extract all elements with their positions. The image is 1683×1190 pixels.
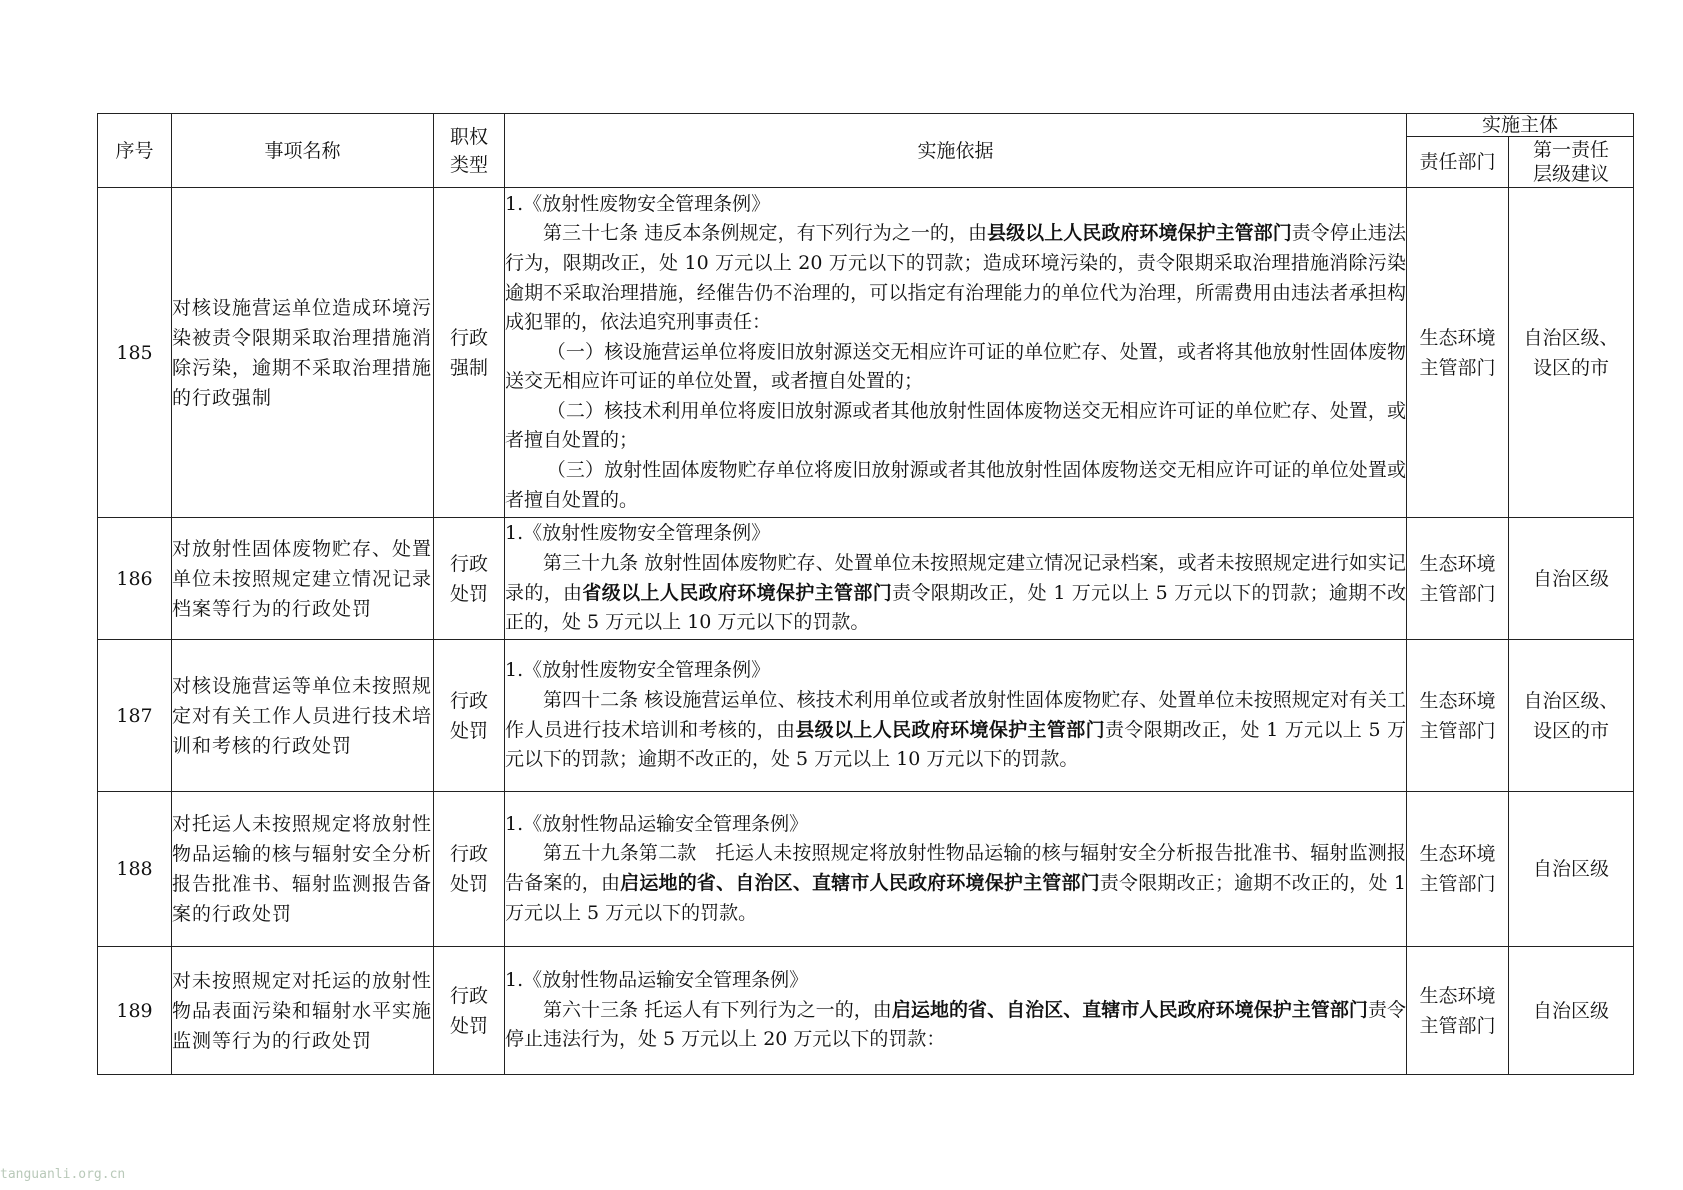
- basis-item: （三）放射性固体废物贮存单位将废旧放射源或者其他放射性固体废物送交无相应许可证的单位处置或者擅自处置的。: [505, 459, 1406, 511]
- row-level: 自治区级: [1509, 518, 1634, 640]
- row-no: 188: [98, 792, 172, 947]
- row-type: [434, 188, 505, 518]
- row-name: 对核设施营运等单位未按照规定对有关工作人员进行技术培训和考核的行政处罚: [172, 640, 434, 792]
- basis-text-a: 第三十七条 违反本条例规定，有下列行为之一的，由: [543, 222, 988, 245]
- row-dept-line1: 生态环境: [1419, 689, 1496, 712]
- basis-article: [505, 219, 1406, 337]
- row-name: 对托运人未按照规定将放射性物品运输的核与辐射安全分析报告批准书、辐射监测报告备案的行政处罚: [172, 792, 434, 947]
- row-type: [434, 947, 505, 1075]
- row-type: [434, 518, 505, 640]
- row-level: 自治区级: [1509, 792, 1634, 947]
- row-dept: [1407, 640, 1509, 792]
- basis-article: [505, 686, 1406, 775]
- row-type-line1: 行政: [449, 984, 488, 1007]
- row-dept-line1: 生态环境: [1419, 984, 1496, 1007]
- basis-article: [505, 839, 1406, 928]
- row-dept-line1: 生态环境: [1419, 843, 1496, 865]
- basis-article: [505, 549, 1406, 638]
- row-dept-line1: 生态环境: [1419, 326, 1496, 349]
- basis-authority: 启运地的省、自治区、直辖市人民政府环境保护主管部门: [891, 998, 1368, 1021]
- header-type-line2: 类型: [449, 153, 488, 176]
- row-level: [1509, 640, 1634, 792]
- basis-text-a: 第五十九条第二款 托运人未按照规定将放射性物品运输的核与辐射安全分析报告批准书、辐射监测报告备案的，由: [505, 842, 1406, 894]
- row-type: [434, 792, 505, 947]
- row-name: 对放射性固体废物贮存、处置单位未按照规定建立情况记录档案等行为的行政处罚: [172, 518, 434, 640]
- basis-title: 1.《放射性废物安全管理条例》: [505, 192, 771, 215]
- header-level-line1: 第一责任: [1533, 139, 1610, 161]
- watermark: tanguanli.org.cn: [0, 1167, 126, 1182]
- basis-item: （一）核设施营运单位将废旧放射源送交无相应许可证的单位贮存、处置，或者将其他放射性固体废物送交无相应许可证的单位处置，或者擅自处置的；: [505, 340, 1406, 393]
- row-type-line2: 处罚: [449, 873, 488, 895]
- row-level: [1509, 188, 1634, 518]
- basis-text-b: 责令停止违法行为，限期改正，处 10 万元以上 20 万元以下的罚款；造成环境污染的，责令限期采取治理措施消除污染逾期不采取治理措施，经催告仍不治理的，可以指定有治理能力的单位代为治理，所需费用由违法者承担构成犯罪的，依法追究刑事责任：: [505, 222, 1406, 334]
- header-type-line1: 职权: [449, 125, 488, 148]
- basis-item: （二）核技术利用单位将废旧放射源或者其他放射性固体废物送交无相应许可证的单位贮存、处置，或者擅自处置的；: [505, 399, 1406, 452]
- header-basis: 实施依据: [505, 114, 1407, 188]
- table-row: [98, 947, 1634, 1075]
- row-type: [434, 640, 505, 792]
- basis-authority: 县级以上人民政府环境保护主管部门: [987, 222, 1292, 245]
- row-dept: [1407, 792, 1509, 947]
- row-dept-line2: 主管部门: [1419, 873, 1496, 895]
- row-level-line2: 设区的市: [1533, 719, 1610, 742]
- row-dept-line2: 主管部门: [1419, 582, 1496, 605]
- row-no: 186: [98, 518, 172, 640]
- row-type-line1: 行政: [449, 843, 488, 865]
- row-level-line1: 自治区级、: [1523, 689, 1619, 712]
- row-basis: [505, 188, 1407, 518]
- basis-title: 1.《放射性废物安全管理条例》: [505, 659, 771, 682]
- row-type-line1: 行政: [449, 689, 488, 712]
- row-dept: [1407, 518, 1509, 640]
- basis-authority: 县级以上人民政府环境保护主管部门: [795, 718, 1105, 741]
- header-name: 事项名称: [172, 114, 434, 188]
- basis-text-b: 责令限期改正，处 1 万元以上 5 万元以下的罚款；逾期不改正的，处 5 万元以上 10 万元以下的罚款。: [505, 718, 1406, 771]
- row-no: 189: [98, 947, 172, 1075]
- basis-title: 1.《放射性物品运输安全管理条例》: [505, 969, 809, 992]
- header-subject: 实施主体: [1407, 114, 1634, 137]
- basis-authority: 省级以上人民政府环境保护主管部门: [582, 581, 893, 604]
- row-type-line2: 处罚: [449, 719, 488, 742]
- row-name: 对未按照规定对托运的放射性物品表面污染和辐射水平实施监测等行为的行政处罚: [172, 947, 434, 1075]
- basis-title: 1.《放射性废物安全管理条例》: [505, 522, 771, 545]
- row-no: 185: [98, 188, 172, 518]
- table-row: [98, 518, 1634, 640]
- header-no: 序号: [98, 114, 172, 188]
- basis-text-b: 责令停止违法行为，处 5 万元以上 20 万元以下的罚款：: [505, 998, 1406, 1051]
- row-type-line1: 行政: [449, 326, 488, 349]
- basis-text-b: 责令限期改正，处 1 万元以上 5 万元以下的罚款；逾期不改正的，处 5 万元以上 10 万元以下的罚款。: [505, 581, 1406, 634]
- header-dept: 责任部门: [1407, 137, 1509, 188]
- basis-text-a: 第六十三条 托运人有下列行为之一的，由: [543, 998, 892, 1021]
- row-level-line1: 自治区级、: [1523, 326, 1619, 349]
- row-basis: [505, 640, 1407, 792]
- row-type-line2: 处罚: [449, 582, 488, 605]
- basis-text-a: 第四十二条 核设施营运单位、核技术利用单位或者放射性固体废物贮存、处置单位未按照规定对有关工作人员进行技术培训和考核的，由: [505, 688, 1406, 741]
- row-type-line1: 行政: [449, 552, 488, 575]
- row-no: 187: [98, 640, 172, 792]
- basis-title: 1.《放射性物品运输安全管理条例》: [505, 812, 809, 835]
- regulation-table: [97, 113, 1634, 1075]
- row-level: 自治区级: [1509, 947, 1634, 1075]
- row-dept-line1: 生态环境: [1419, 552, 1496, 575]
- row-level-line2: 设区的市: [1533, 356, 1610, 379]
- row-basis: [505, 792, 1407, 947]
- row-type-line2: 处罚: [449, 1014, 488, 1037]
- header-level: [1509, 137, 1634, 188]
- basis-article: [505, 996, 1406, 1055]
- row-dept: [1407, 188, 1509, 518]
- row-dept-line2: 主管部门: [1419, 356, 1496, 379]
- table-row: [98, 188, 1634, 518]
- row-dept-line2: 主管部门: [1419, 719, 1496, 742]
- table-row: [98, 640, 1634, 792]
- row-dept: [1407, 947, 1509, 1075]
- row-basis: [505, 947, 1407, 1075]
- header-level-line2: 层级建议: [1533, 163, 1610, 185]
- basis-text-b: 责令限期改正；逾期不改正的，处 1 万元以上 5 万元以下的罚款。: [505, 872, 1406, 924]
- row-name: 对核设施营运单位造成环境污染被责令限期采取治理措施消除污染，逾期不采取治理措施的行政强制: [172, 188, 434, 518]
- basis-text-a: 第三十九条 放射性固体废物贮存、处置单位未按照规定建立情况记录档案，或者未按照规定进行如实记录的，由: [505, 551, 1406, 604]
- table-row: [98, 792, 1634, 947]
- row-dept-line2: 主管部门: [1419, 1014, 1496, 1037]
- row-basis: [505, 518, 1407, 640]
- basis-authority: 启运地的省、自治区、直辖市人民政府环境保护主管部门: [620, 872, 1100, 894]
- header-type: [434, 114, 505, 188]
- row-type-line2: 强制: [449, 356, 488, 379]
